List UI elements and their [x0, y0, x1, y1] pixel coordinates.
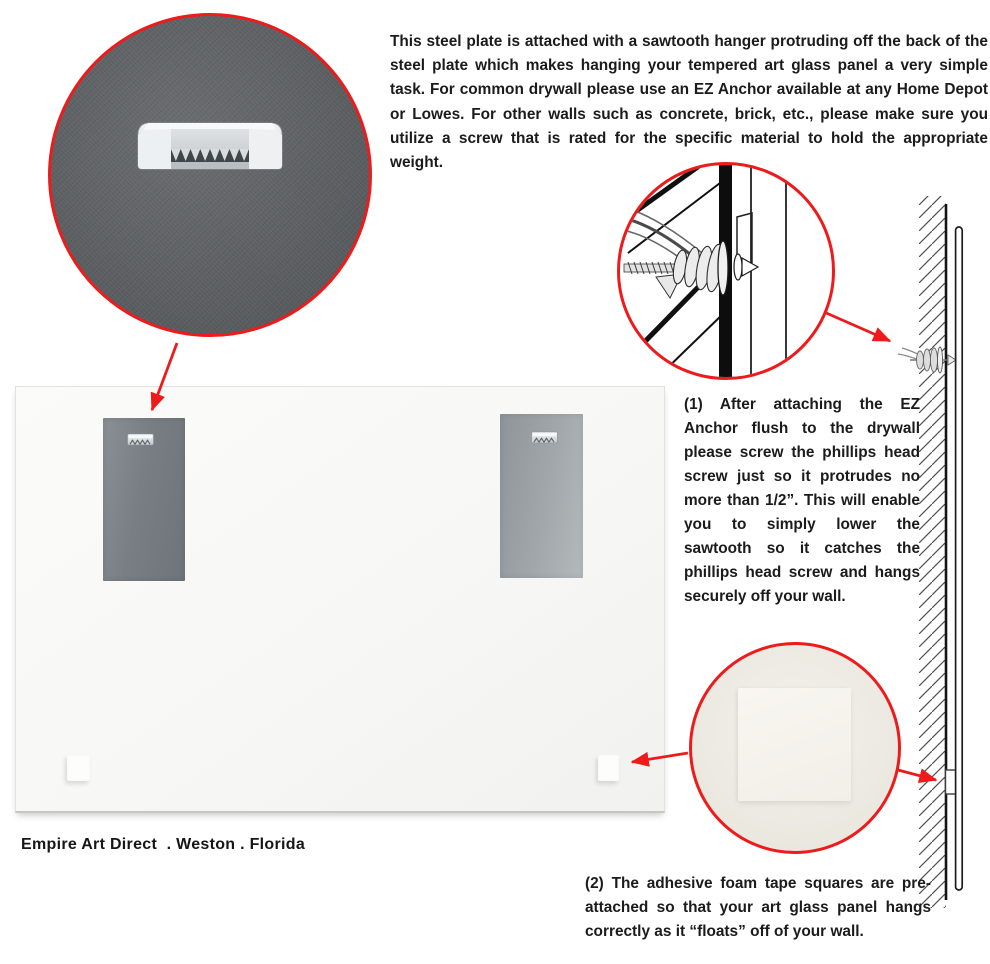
sawtooth-hanger-photo-icon: [133, 115, 287, 177]
intro-text: This steel plate is attached with a sawtooth hanger protruding off the back of the steel plate which makes hanging your tempered art glass panel a very simple task. For common drywall please use an EZ Anchor available at any Home Depot or Lowes. For other walls such as concrete, brick, etc., please make sure you utilize a screw that is rated for the specific material to hold the appropriate weight.: [390, 33, 988, 172]
step2-text: (2) The adhesive foam tape squares are pre-attached so that your art glass panel hangs correctly as it “floats” off of your wall.: [585, 875, 931, 940]
foam-square-left: [67, 755, 90, 781]
foam-tape-square-closeup: [738, 688, 851, 801]
glass-panel-back: [15, 386, 665, 813]
sawtooth-hanger-right-icon: [531, 431, 558, 444]
ez-anchor-circle: [617, 162, 835, 380]
sawtooth-hanger-left-icon: [127, 433, 154, 446]
foam-tape-circle: [689, 642, 901, 854]
panel-side-view: [956, 227, 963, 890]
step1-text: (1) After attaching the EZ Anchor flush to the drywall please screw the phillips head screw just so it protrudes no more than 1/2”. This will enable you to simply lower the sawtooth so it catches the phillips head screw and hangs securely off your wall.: [684, 396, 920, 605]
steel-plate-right: [500, 414, 583, 578]
ez-anchor-illustration-icon: [620, 165, 832, 377]
sawtooth-closeup-circle: [48, 13, 372, 337]
steel-plate-left: [103, 418, 185, 581]
wall-hatching: [919, 196, 946, 908]
foam-square-right: [598, 755, 619, 781]
brand-line: Empire Art Direct . Weston . Florida: [21, 836, 306, 853]
